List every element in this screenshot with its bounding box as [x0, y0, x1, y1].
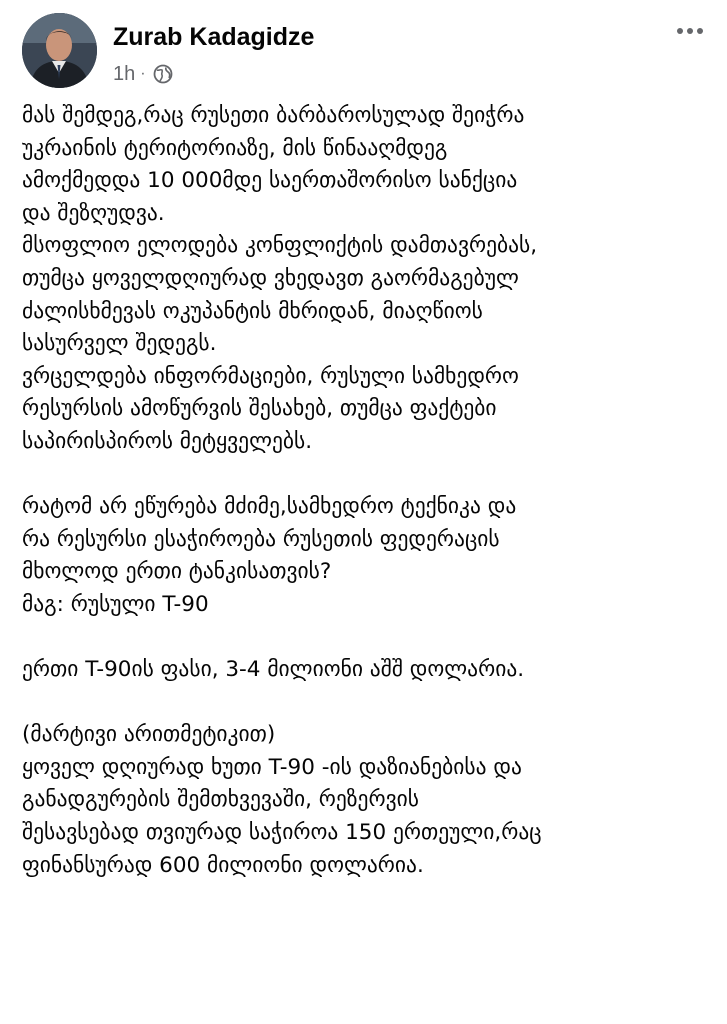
- globe-icon[interactable]: [153, 64, 173, 84]
- timestamp[interactable]: 1h: [113, 62, 136, 85]
- post-text-line: ვრცელდება ინფორმაციები, რუსული სამხედრო: [22, 363, 519, 389]
- avatar-photo: [22, 13, 97, 88]
- post-text-line: მხოლოდ ერთი ტანკისათვის?: [22, 559, 332, 585]
- post-text-line: თუმცა ყოველდღიურად ვხედავთ გაორმაგებულ: [22, 265, 519, 291]
- post-body: [22, 100, 712, 882]
- more-dot: [687, 28, 693, 34]
- blank-line: [22, 687, 712, 720]
- post-text-line: ფინანსურად 600 მილიონი დოლარია.: [22, 852, 424, 878]
- post-text-line: მსოფლიო ელოდება კონფლიქტის დამთავრებას,: [22, 233, 538, 259]
- post-text-line: რატომ არ ეწურება მძიმე,სამხედრო ტექნიკა და: [22, 494, 517, 520]
- post-text-line: ერთი T-90ის ფასი, 3-4 მილიონი აშშ დოლარია.: [22, 657, 525, 683]
- post-header: [0, 0, 727, 100]
- author-name[interactable]: Zurab Kadagidze: [113, 23, 315, 51]
- post-text-line: ყოველ დღიურად ხუთი T-90 -ის დაზიანებისა და: [22, 754, 522, 780]
- post-text-line: და შეზღუდვა.: [22, 200, 165, 226]
- more-options-icon[interactable]: [672, 18, 708, 44]
- post-text-line: საპირისპიროს მეტყველებს.: [22, 428, 313, 454]
- post-text-line: უკრაინის ტერიტორიაზე, მის წინააღმდეგ: [22, 135, 448, 161]
- more-dot: [697, 28, 703, 34]
- post-text-line: (მარტივი არითმეტიკით): [22, 722, 276, 748]
- post-text-line: მაგ: რუსული T-90: [22, 591, 209, 617]
- post-meta: [113, 62, 173, 86]
- post-text-line: რა რესურსი ესაჭიროება რუსეთის ფედერაცის: [22, 526, 500, 552]
- blank-line: [22, 622, 712, 655]
- post-text-line: რესურსის ამოწურვის შესახებ, თუმცა ფაქტები: [22, 396, 497, 422]
- avatar[interactable]: [22, 13, 97, 88]
- separator: ·: [140, 65, 146, 82]
- post-text-line: სასურველ შედეგს.: [22, 331, 217, 357]
- post-text-line: განადგურების შემთხვევაში, რეზერვის: [22, 787, 419, 813]
- post-text-line: ამოქმედდა 10 000მდე საერთაშორისო სანქცია: [22, 168, 518, 194]
- post-text-line: ძალისხმევას ოკუპანტის მხრიდან, მიაღწიოს: [22, 298, 483, 324]
- blank-line: [22, 459, 712, 492]
- post-text-line: მას შემდეგ,რაც რუსეთი ბარბაროსულად შეიჭრა: [22, 103, 525, 128]
- post-text-line: შესავსებად თვიურად საჭიროა 150 ერთეული,რაც: [22, 820, 542, 846]
- more-dot: [677, 28, 683, 34]
